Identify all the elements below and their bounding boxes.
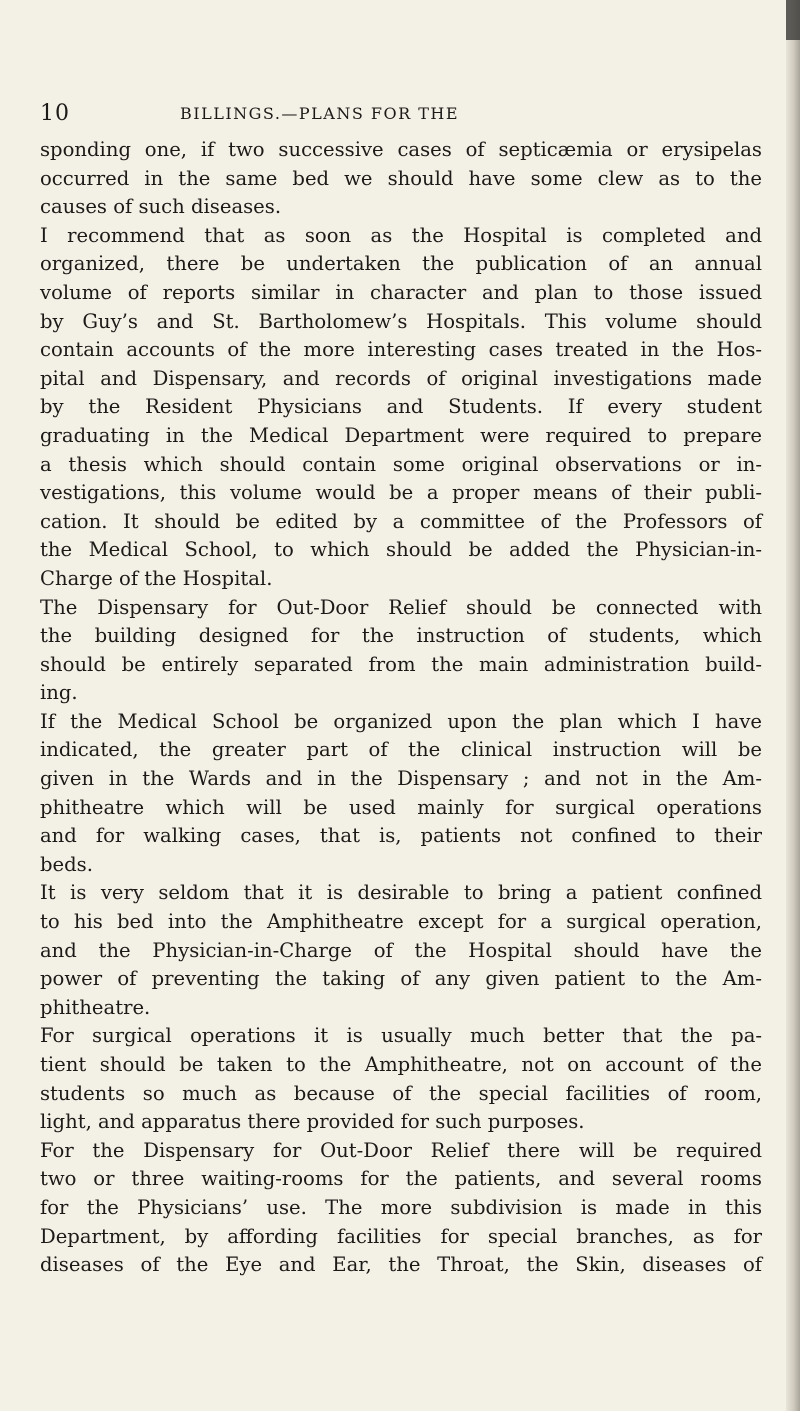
text-line: indicated, the greater part of the clinical instruction will be (40, 738, 762, 762)
text-line: a thesis which should contain some original observations or in- (40, 452, 762, 476)
text-line: pital and Dispensary, and records of original investigations made (40, 366, 762, 390)
text-line: for the Physicians’ use. The more subdivision is made in this (40, 1195, 762, 1219)
text-line: two or three waiting-rooms for the patients, and several rooms (40, 1167, 762, 1191)
text-line: the building designed for the instruction of students, which (40, 624, 762, 648)
text-line: to his bed into the Amphitheatre except for a surgical operation, (40, 910, 762, 934)
text-line: The Dispensary for Out-Door Relief should be connected with (40, 595, 762, 619)
text-line: occurred in the same bed we should have some clew as to the (40, 166, 762, 190)
text-line: given in the Wards and in the Dispensary ; and not in the Am- (40, 767, 762, 791)
body-text (40, 136, 762, 1280)
text-line: light, and apparatus there provided for such purposes. (40, 1110, 585, 1134)
text-line: students so much as because of the special facilities of room, (40, 1081, 762, 1105)
text-line: Charge of the Hospital. (40, 566, 273, 590)
page-edge-shadow (786, 0, 800, 1411)
text-line: phitheatre which will be used mainly for surgical operations (40, 795, 762, 819)
text-line: beds. (40, 852, 93, 876)
text-line: If the Medical School be organized upon the plan which I have (40, 709, 762, 733)
text-line: organized, there be undertaken the publication of an annual (40, 252, 762, 276)
text-line: contain accounts of the more interesting cases treated in the Hos- (40, 338, 762, 362)
text-line: power of preventing the taking of any given patient to the Am- (40, 967, 762, 991)
text-line: should be entirely separated from the main administration build- (40, 652, 762, 676)
text-line: volume of reports similar in character and plan to those issued (40, 280, 762, 304)
text-line: ing. (40, 681, 78, 705)
text-line: and for walking cases, that is, patients not confined to their (40, 824, 762, 848)
text-line: the Medical School, to which should be added the Physician-in- (40, 538, 762, 562)
text-line: by the Resident Physicians and Students. If every student (40, 395, 762, 419)
text-line: I recommend that as soon as the Hospital is completed and (40, 223, 762, 247)
text-line: Department, by affording facilities for special branches, as for (40, 1224, 762, 1248)
text-line: sponding one, if two successive cases of septicæmia or erysipelas (40, 138, 762, 161)
text-line: vestigations, this volume would be a proper means of their publi- (40, 481, 762, 505)
text-line: It is very seldom that it is desirable to bring a patient confined (40, 881, 762, 905)
page-corner-shadow (786, 0, 800, 40)
page-header (40, 98, 760, 130)
text-line: cation. It should be edited by a committee of the Professors of (40, 509, 762, 533)
text-line: causes of such diseases. (40, 195, 282, 219)
text-line: by Guy’s and St. Bartholomew’s Hospitals. This volume should (40, 309, 762, 333)
text-line: phitheatre. (40, 995, 151, 1019)
page-number: 10 (40, 101, 70, 126)
text-line: graduating in the Medical Department were required to prepare (40, 423, 762, 447)
text-line: For surgical operations it is usually much better that the pa- (40, 1024, 762, 1048)
text-line: diseases of the Eye and Ear, the Throat, the Skin, diseases of (40, 1253, 762, 1277)
text-line: For the Dispensary for Out-Door Relief there will be required (40, 1138, 762, 1162)
text-line: and the Physician-in-Charge of the Hospital should have the (40, 938, 762, 962)
text-line: tient should be taken to the Amphitheatre, not on account of the (40, 1053, 762, 1076)
running-head: BILLINGS.—PLANS FOR THE (180, 104, 460, 123)
